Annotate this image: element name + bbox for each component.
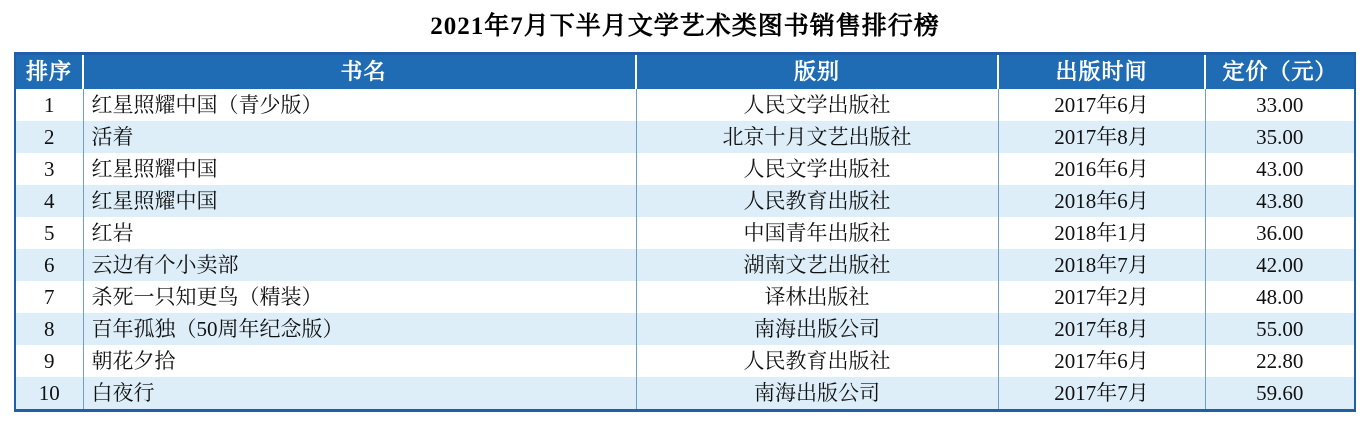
cell-publisher: 人民教育出版社 (636, 185, 998, 217)
cell-price: 22.80 (1205, 345, 1354, 377)
cell-rank: 3 (16, 153, 83, 185)
cell-publisher: 人民教育出版社 (636, 345, 998, 377)
page-title: 2021年7月下半月文学艺术类图书销售排行榜 (430, 13, 940, 40)
table-row (16, 377, 1354, 409)
column-header-book: 书名 (83, 55, 636, 89)
cell-book: 红岩 (83, 217, 636, 249)
column-header-date: 出版时间 (998, 55, 1205, 89)
table-row (16, 121, 1354, 153)
cell-book: 杀死一只知更鸟（精装） (83, 281, 636, 313)
cell-rank: 7 (16, 281, 83, 313)
cell-price: 48.00 (1205, 281, 1354, 313)
cell-price: 59.60 (1205, 377, 1354, 409)
cell-publisher: 人民文学出版社 (636, 89, 998, 121)
cell-date: 2017年7月 (998, 377, 1205, 409)
cell-date: 2018年7月 (998, 249, 1205, 281)
cell-publisher: 人民文学出版社 (636, 153, 998, 185)
column-header-rank: 排序 (16, 55, 83, 89)
column-header-publisher: 版别 (636, 55, 998, 89)
cell-rank: 8 (16, 313, 83, 345)
table-row (16, 345, 1354, 377)
cell-date: 2017年2月 (998, 281, 1205, 313)
cell-book: 红星照耀中国（青少版） (83, 89, 636, 121)
table-header (16, 55, 1354, 89)
table-row (16, 89, 1354, 121)
cell-rank: 9 (16, 345, 83, 377)
cell-rank: 5 (16, 217, 83, 249)
cell-price: 43.00 (1205, 153, 1354, 185)
ranking-table (16, 55, 1354, 409)
table-row (16, 185, 1354, 217)
cell-publisher: 北京十月文艺出版社 (636, 121, 998, 153)
cell-book: 白夜行 (83, 377, 636, 409)
cell-book: 百年孤独（50周年纪念版） (83, 313, 636, 345)
cell-rank: 6 (16, 249, 83, 281)
cell-book: 朝花夕拾 (83, 345, 636, 377)
cell-publisher: 南海出版公司 (636, 377, 998, 409)
cell-rank: 10 (16, 377, 83, 409)
cell-book: 活着 (83, 121, 636, 153)
cell-price: 35.00 (1205, 121, 1354, 153)
cell-date: 2018年6月 (998, 185, 1205, 217)
cell-date: 2018年1月 (998, 217, 1205, 249)
cell-price: 33.00 (1205, 89, 1354, 121)
cell-date: 2017年6月 (998, 89, 1205, 121)
ranking-table-container (14, 52, 1356, 412)
cell-publisher: 南海出版公司 (636, 313, 998, 345)
cell-price: 36.00 (1205, 217, 1354, 249)
table-row (16, 313, 1354, 345)
table-row (16, 249, 1354, 281)
cell-price: 55.00 (1205, 313, 1354, 345)
cell-publisher: 译林出版社 (636, 281, 998, 313)
cell-book: 红星照耀中国 (83, 153, 636, 185)
cell-date: 2017年6月 (998, 345, 1205, 377)
cell-price: 43.80 (1205, 185, 1354, 217)
cell-price: 42.00 (1205, 249, 1354, 281)
cell-book: 云边有个小卖部 (83, 249, 636, 281)
cell-publisher: 中国青年出版社 (636, 217, 998, 249)
table-header-row (16, 55, 1354, 89)
cell-rank: 4 (16, 185, 83, 217)
cell-book: 红星照耀中国 (83, 185, 636, 217)
cell-rank: 1 (16, 89, 83, 121)
cell-rank: 2 (16, 121, 83, 153)
table-body (16, 89, 1354, 409)
cell-publisher: 湖南文艺出版社 (636, 249, 998, 281)
cell-date: 2016年6月 (998, 153, 1205, 185)
cell-date: 2017年8月 (998, 313, 1205, 345)
table-row (16, 281, 1354, 313)
table-row (16, 153, 1354, 185)
table-row (16, 217, 1354, 249)
column-header-price: 定价（元） (1205, 55, 1354, 89)
cell-date: 2017年8月 (998, 121, 1205, 153)
